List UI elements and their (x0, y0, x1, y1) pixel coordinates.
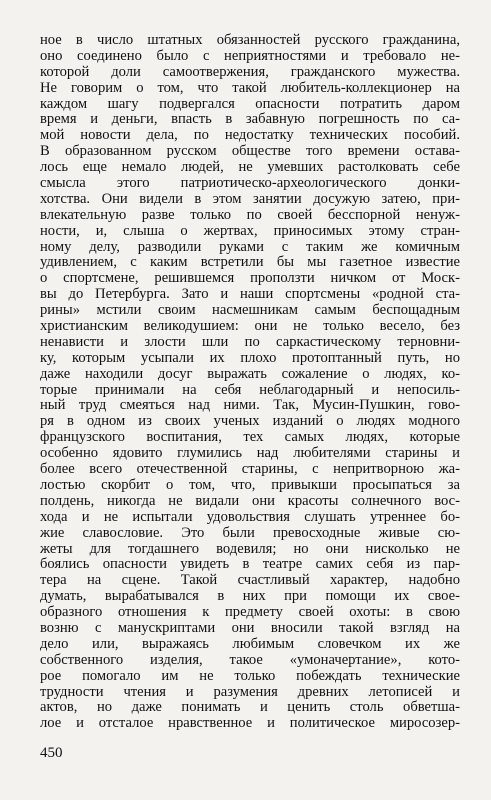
text-line: христианским великодушием: они не только весело, без (40, 319, 460, 335)
body-text (40, 33, 460, 732)
text-line: вы до Петербурга. Зато и наши спортсмены «родной ста- (40, 287, 460, 303)
text-line: полдень, никогда не видали они красоты солнечного вос- (40, 493, 460, 509)
text-line: В образованном русском обществе того времени остава- (40, 144, 460, 160)
text-line: ности, и, слыша о жертвах, приносимых этому стран- (40, 223, 460, 239)
text-line: ному делу, разводили руками с таким же комичным (40, 239, 460, 255)
text-line: ку, которым усыпали их плохо протоптанный путь, но (40, 350, 460, 366)
text-line: ря в одном из своих ученых изданий о людях модного (40, 414, 460, 430)
text-line: лое и отсталое нравственное и политическое миросозер- (40, 716, 460, 732)
text-line: особенно ядовито глумились над любителями старины и (40, 446, 460, 462)
text-line: тера на сцене. Такой счастливый характер, надобно (40, 573, 460, 589)
text-line: актов, но даже понимать и ценить столь обветша- (40, 700, 460, 716)
text-line: лостью скорбит о том, что, привыкши просыпаться за (40, 477, 460, 493)
text-line: боялись опасности увидеть в театре самих себя из пар- (40, 557, 460, 573)
text-line: которой доли самоотвержения, гражданского мужества. (40, 64, 460, 80)
text-line: хода и не испытали удовольствия слушать утреннее бо- (40, 509, 460, 525)
text-line: торые принимали на себя неблагодарный и непосиль- (40, 382, 460, 398)
text-line: ное в число штатных обязанностей русского гражданина, (40, 33, 460, 48)
text-line: более всего отечественной старины, с непритворною жа- (40, 462, 460, 478)
text-line: лось еще немало людей, не умевших растолковать себе (40, 160, 460, 176)
text-line: влекательную разве только по своей бесспорной ненуж- (40, 207, 460, 223)
text-line: удивлением, с каким встретили бы мы газетное известие (40, 255, 460, 271)
text-line: образного отношения к предмету своей охоты: в свою (40, 605, 460, 621)
text-line: думать, вырабатывался в них при помощи их свое- (40, 589, 460, 605)
text-line: каждом шагу подвергался опасности потратить даром (40, 96, 460, 112)
text-line: Не говорим о том, что такой любитель-коллекционер на (40, 80, 460, 96)
page-number: 450 (40, 745, 63, 761)
text-line: рины» мстили своим насмешникам самым беспощадным (40, 303, 460, 319)
text-line: рое помогало им не только побеждать технические (40, 668, 460, 684)
text-line: смысла этого патриотическо-археологического донки- (40, 176, 460, 192)
text-line: о спортсмене, решившемся проползти ничком от Моск- (40, 271, 460, 287)
text-line: даже находили досуг выражать сожаление о людях, ко- (40, 366, 460, 382)
text-line: дело или, выражаясь любимым словечком их же (40, 636, 460, 652)
text-line: время и деньги, впасть в забавную погрешность по са- (40, 112, 460, 128)
text-line: мой новости дела, по недостатку технических пособий. (40, 128, 460, 144)
text-line: хотства. Они видели в этом занятии досужую затею, при- (40, 191, 460, 207)
text-line: жие славословие. Это были превосходные живые сю- (40, 525, 460, 541)
text-line: жеты для тогдашнего водевиля; но они нисколько не (40, 541, 460, 557)
text-line: собственного изделия, такое «умоначертание», кото- (40, 652, 460, 668)
text-line: трудности чтения и разумения древних летописей и (40, 684, 460, 700)
text-line: оно соединено было с неприятностями и требовало не- (40, 48, 460, 64)
text-line: ный труд смеяться над ними. Так, Мусин-Пушкин, гово- (40, 398, 460, 414)
text-line: возню с манускриптами они вносили такой взгляд на (40, 620, 460, 636)
text-line: французского воспитания, тех самых людях, которые (40, 430, 460, 446)
text-line: ненависти и злости шли по саркастическому терновни- (40, 334, 460, 350)
